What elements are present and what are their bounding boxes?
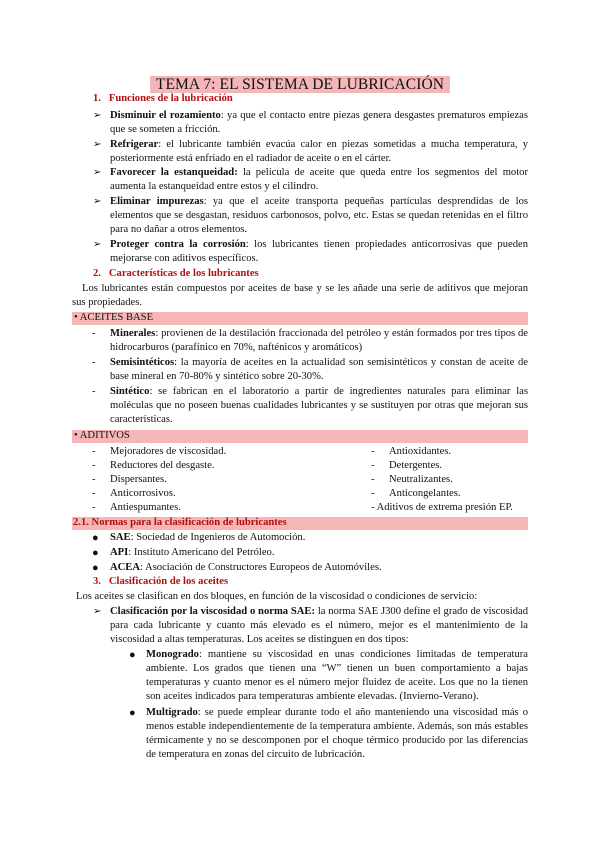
aditivos-label: • ADITIVOS — [74, 430, 130, 441]
bullet-icon: ● — [129, 649, 136, 661]
item-text: : provienen de la destilación fraccionada del petróleo y están formados por tres tipos de hidrocarburos (parafínico en 70%, nafténicos y aromáticos) — [110, 328, 528, 353]
aceites-base-label: • ACEITES BASE — [74, 312, 154, 323]
item-term: Minerales — [110, 328, 156, 339]
oil-type-item — [146, 706, 528, 762]
section-number: 1. — [93, 93, 101, 104]
dash-bullet-icon: - — [371, 460, 375, 471]
arrow-bullet-icon: ➢ — [93, 167, 102, 178]
section-title: Características de los lubricantes — [108, 268, 259, 279]
item-term: Clasificación por la viscosidad o norma SAE: — [110, 606, 316, 617]
section-2-heading — [93, 267, 259, 281]
item-text: la película de aceite que queda entre los segmentos del motor aumenta la estanqueidad entre estos y el cilindro. — [110, 167, 528, 192]
dash-bullet-icon: - — [92, 474, 96, 485]
item-text: : los lubricantes tienen propiedades anticorrosivas que pueden mejorarse con aditivos específicos. — [110, 239, 529, 264]
additive-item: Neutralizantes. — [389, 474, 453, 485]
item-text: la norma SAE J300 define el grado de viscosidad para cada lubricante y cuanto más elevado es el número, mejor es el mantenimiento de la viscosidad a altas temperaturas. Los aceites se distinguen en dos tipos: — [110, 606, 528, 645]
arrow-bullet-icon: ➢ — [93, 139, 102, 150]
section-number: 2. — [93, 268, 101, 279]
function-item — [110, 166, 528, 194]
aceites-base-bar — [72, 312, 528, 325]
norm-item — [110, 546, 274, 560]
item-term: Sintético — [110, 386, 150, 397]
item-text: : se puede emplear durante todo el año manteniendo una viscosidad más o menos estable independientemente de la temperatura ambiente. Además, son más estables térmicamente y no se descomponen por el choque térmico producido por las diferencias de temperatura en zonas del circuito de lubricación. — [146, 707, 528, 760]
dash-bullet-icon: - — [92, 386, 96, 397]
section-3-intro: Los aceites se clasifican en dos bloques, en función de la viscosidad o condiciones de servicio: — [76, 591, 478, 602]
arrow-bullet-icon: ➢ — [93, 196, 102, 207]
arrow-bullet-icon: ➢ — [93, 239, 102, 250]
function-item — [110, 238, 528, 266]
additive-item: Anticongelantes. — [389, 488, 461, 499]
item-term: Multigrado — [146, 707, 198, 718]
document-title: TEMA 7: EL SISTEMA DE LUBRICACIÓN — [150, 76, 450, 93]
function-item — [110, 109, 528, 137]
item-term: Semisintéticos — [110, 357, 175, 368]
item-term: Disminuir el rozamiento — [110, 110, 221, 121]
additive-item: Mejoradores de viscosidad. — [110, 446, 227, 457]
dash-bullet-icon: - — [92, 502, 96, 513]
section-number: 3. — [93, 576, 101, 587]
dash-bullet-icon: - — [92, 460, 96, 471]
aditivos-bar — [72, 430, 528, 443]
sae-classification — [110, 605, 528, 647]
section-2-intro: Los lubricantes están compuestos por aceites de base y se les añade una serie de aditivos que mejoran sus propiedades. — [72, 283, 528, 308]
normas-heading: 2.1. Normas para la clasificación de lubricantes — [73, 517, 287, 528]
norm-item — [110, 531, 305, 545]
item-term: Favorecer la estanqueidad: — [110, 167, 238, 178]
item-text: : mantiene su viscosidad en unas condiciones limitadas de temperatura ambiente. Los grados que tienen una “W” tienen un buen comportamiento a bajas temperaturas y cuanto menor es el número mejor fluidez de aceite. Los que no la tienen son aceites indicados para temperaturas ambiente elevadas. (Invierno-Verano). — [146, 649, 528, 702]
item-term: API — [110, 547, 129, 558]
item-text: : ya que el contacto entre piezas genera desgastes prematuros empiezas que se someten a fricción. — [110, 110, 528, 135]
base-oil-item — [110, 327, 528, 355]
bullet-icon: ● — [92, 532, 99, 544]
dash-bullet-icon: - — [371, 474, 375, 485]
item-text: : se fabrican en el laboratorio a partir de ingredientes naturales para eliminar las moléculas que no poseen buenas cualidades lubricantes y se sustituyen por otras que mejoran sus características. — [110, 386, 528, 425]
item-term: Refrigerar — [110, 139, 159, 150]
bullet-icon: ● — [129, 707, 136, 719]
item-text: : Asociación de Constructores Europeos de Automóviles. — [140, 562, 382, 573]
dash-bullet-icon: - — [92, 446, 96, 457]
section-1-heading — [93, 92, 233, 106]
item-term: SAE — [110, 532, 131, 543]
item-text: : la mayoría de aceites en la actualidad son semisintéticos y constan de aceite de base mineral en 70-80% y sintético sobre 20-30%. — [110, 357, 528, 382]
bullet-icon: ● — [92, 562, 99, 574]
normas-bar — [72, 517, 528, 530]
additive-item: Antioxidantes. — [389, 446, 452, 457]
additive-item: Anticorrosivos. — [110, 488, 176, 499]
oil-type-item — [146, 648, 528, 704]
section-title: Clasificación de los aceites — [108, 576, 229, 587]
dash-bullet-icon: - — [92, 357, 96, 368]
dash-bullet-icon: - — [371, 488, 375, 499]
item-text: : Sociedad de Ingenieros de Automoción. — [130, 532, 306, 543]
additive-item: Reductores del desgaste. — [110, 460, 215, 471]
base-oil-item — [110, 356, 528, 384]
item-term: Proteger contra la corrosión — [110, 239, 246, 250]
additive-item: - Aditivos de extrema presión EP. — [371, 502, 513, 513]
section-title: Funciones de la lubricación — [108, 93, 233, 104]
function-item — [110, 195, 528, 237]
dash-bullet-icon: - — [92, 328, 96, 339]
dash-bullet-icon: - — [92, 488, 96, 499]
norm-item — [110, 561, 382, 575]
additive-item: Antiespumantes. — [110, 502, 181, 513]
section-3-heading — [93, 575, 228, 589]
dash-bullet-icon: - — [371, 446, 375, 457]
additive-item: Dispersantes. — [110, 474, 167, 485]
arrow-bullet-icon: ➢ — [93, 110, 102, 121]
item-text: : el lubricante también evacúa calor en piezas sometidas a mucha temperatura, y posteriormente está enfriado en el radiador de aceite o en el cárter. — [110, 139, 528, 164]
base-oil-item — [110, 385, 528, 427]
function-item — [110, 138, 528, 166]
item-term: Monogrado — [146, 649, 199, 660]
item-text: : Instituto Americano del Petróleo. — [128, 547, 275, 558]
item-term: ACEA — [110, 562, 141, 573]
arrow-bullet-icon: ➢ — [93, 606, 102, 617]
item-term: Eliminar impurezas — [110, 196, 204, 207]
item-text: : ya que el aceite transporta pequeñas partículas desprendidas de los elementos que se desgastan, residuos carbonosos, polvo, etc. Estas se quedan retenidas en el filtro para no dañar a otros elementos. — [110, 196, 528, 235]
bullet-icon: ● — [92, 547, 99, 559]
additive-item: Detergentes. — [389, 460, 443, 471]
